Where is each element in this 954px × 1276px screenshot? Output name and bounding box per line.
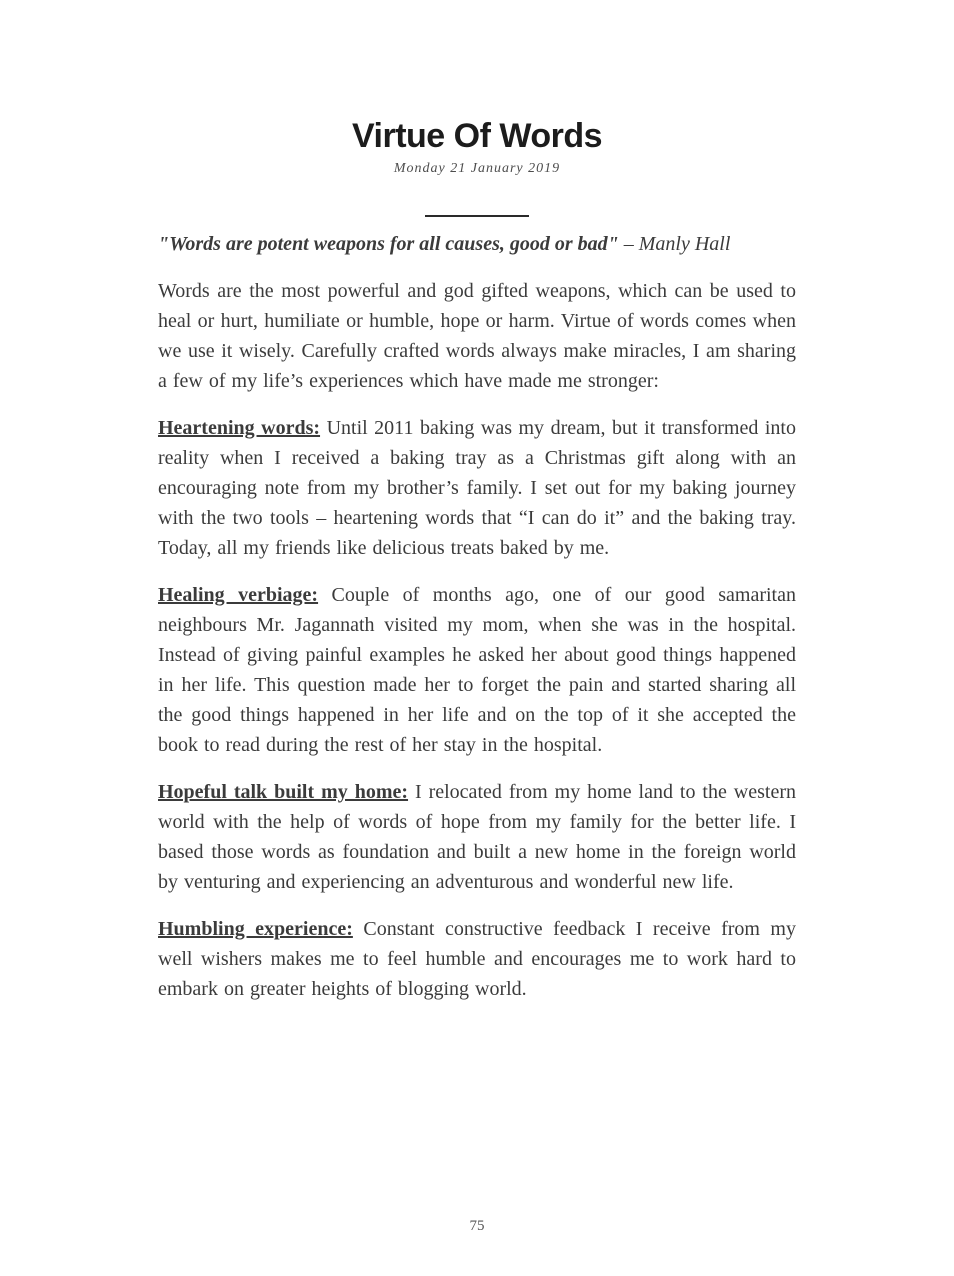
- section-heading: Hopeful talk built my home:: [158, 781, 409, 803]
- section-heading: Heartening words:: [158, 417, 321, 439]
- section-body: Until 2011 baking was my dream, but it transformed into reality when I received a baking tray as a Christmas gift along with an encouraging note from my brother’s family. I set out for my baking journey with the two tools – heartening words that “I can do it” and the baking tray. Today, all my friends like delicious treats baked by me.: [158, 417, 796, 559]
- page-title: Virtue Of Words: [351, 117, 603, 155]
- section-heading: Healing verbiage:: [158, 584, 319, 606]
- section-paragraph-hopeful-talk: [158, 777, 796, 897]
- section-paragraph-humbling-experience: [158, 914, 796, 1004]
- section-body: Constant constructive feedback I receive from my well wishers makes me to feel humble and encourages me to work hard to embark on greater heights of blogging world.: [158, 918, 796, 1000]
- article-content: [158, 0, 796, 1004]
- section-divider: [425, 215, 529, 217]
- intro-paragraph: Words are the most powerful and god gifted weapons, which can be used to heal or hurt, humiliate or humble, hope or harm. Virtue of words comes when we use it wisely. Carefully crafted words always make miracles, I am sharing a few of my life’s experiences which have made me stronger:: [158, 280, 796, 392]
- article-header: [158, 0, 796, 179]
- section-body: I relocated from my home land to the western world with the help of words of hope from my family for the better life. I based those words as foundation and built a new home in the foreign world by venturing and experiencing an adventurous and wonderful new life.: [158, 781, 796, 893]
- quote-attribution: – Manly Hall: [623, 233, 731, 255]
- page-number: 75: [469, 1218, 485, 1234]
- quote-text: "Words are potent weapons for all causes, good or bad": [158, 233, 619, 255]
- quote-paragraph: [158, 229, 796, 259]
- section-heading: Humbling experience:: [158, 918, 353, 940]
- post-date: Monday 21 January 2019: [393, 161, 561, 176]
- section-paragraph-healing-verbiage: [158, 580, 796, 760]
- section-body: Couple of months ago, one of our good samaritan neighbours Mr. Jagannath visited my mom, when she was in the hospital. Instead of giving painful examples he asked her about good things happened in her life. This question made her to forget the pain and started sharing all the good things happened in her life and on the top of it she accepted the book to read during the rest of her stay in the hospital.: [158, 584, 796, 756]
- section-paragraph-heartening-words: [158, 413, 796, 563]
